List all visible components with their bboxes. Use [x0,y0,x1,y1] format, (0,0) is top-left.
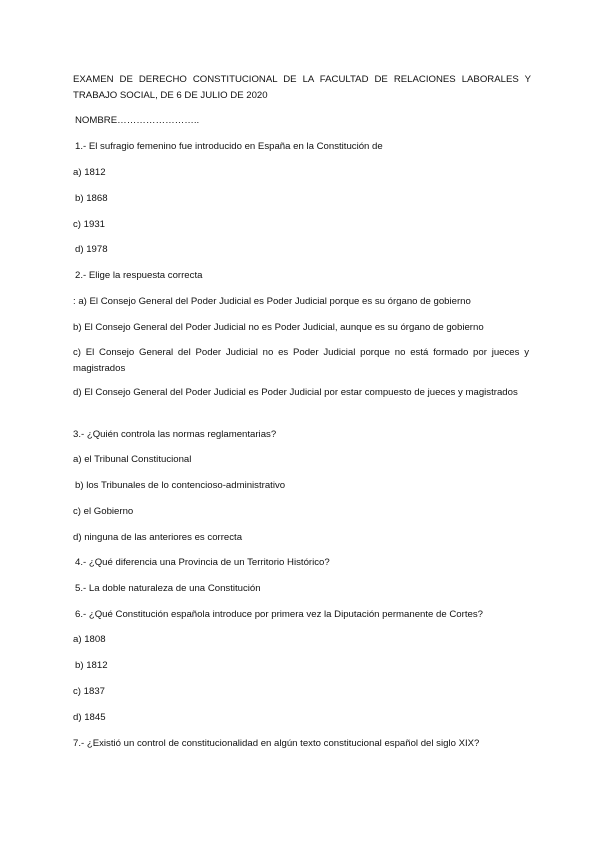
q2-option-b: b) El Consejo General del Poder Judicial no es Poder Judicial, aunque es su órgano de gobierno [73,322,484,333]
name-field-label: NOMBRE…………………….. [75,115,200,126]
q6-option-c: c) 1837 [73,686,105,697]
q2-option-a: : a) El Consejo General del Poder Judicial es Poder Judicial porque es su órgano de gobierno [73,296,471,307]
q1-option-b: b) 1868 [75,193,108,204]
question-1: 1.- El sufragio femenino fue introducido en España en la Constitución de [75,141,383,152]
exam-title: EXAMEN DE DERECHO CONSTITUCIONAL DE LA FACULTAD DE RELACIONES LABORALES Y TRABAJO SOCIAL, DE 6 DE JULIO DE 2020 [73,74,531,101]
q2-option-c: c) El Consejo General del Poder Judicial no es Poder Judicial porque no está formado por jueces y magistrados [73,347,529,374]
question-7: 7.- ¿Existió un control de constitucionalidad en algún texto constitucional español del siglo XIX? [73,738,480,749]
q1-option-c: c) 1931 [73,219,105,230]
q3-option-d: d) ninguna de las anteriores es correcta [73,532,243,543]
q3-option-b: b) los Tribunales de lo contencioso-administrativo [75,480,286,491]
q6-option-a: a) 1808 [73,634,106,645]
q6-option-b: b) 1812 [75,660,108,671]
question-4: 4.- ¿Qué diferencia una Provincia de un Territorio Histórico? [75,557,330,568]
q2-option-d: d) El Consejo General del Poder Judicial es Poder Judicial por estar compuesto de jueces y magistrados [73,387,518,398]
q6-option-d: d) 1845 [73,712,106,723]
question-6: 6.- ¿Qué Constitución española introduce por primera vez la Diputación permanente de Cortes? [75,609,483,620]
question-5: 5.- La doble naturaleza de una Constitución [75,583,261,594]
q1-option-a: a) 1812 [73,167,106,178]
question-2: 2.- Elige la respuesta correcta [75,270,203,281]
q3-option-c: c) el Gobierno [73,506,134,517]
q1-option-d: d) 1978 [75,244,108,255]
q3-option-a: a) el Tribunal Constitucional [73,454,192,465]
question-3: 3.- ¿Quién controla las normas reglamentarias? [73,429,277,440]
